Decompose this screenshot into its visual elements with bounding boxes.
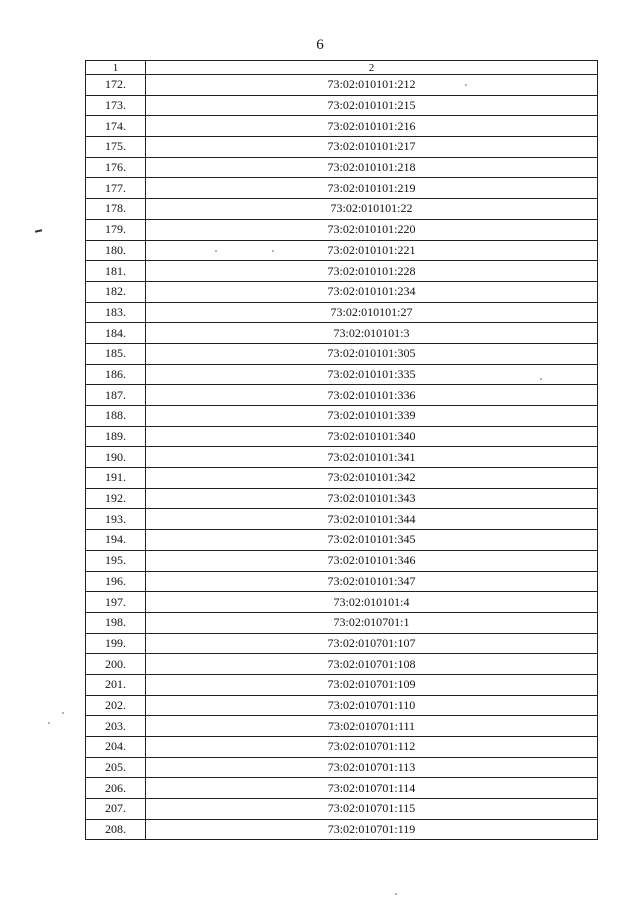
table-row [86, 385, 598, 406]
row-number-cell: 179. [86, 219, 146, 240]
table-row [86, 157, 598, 178]
table-row [86, 737, 598, 758]
row-number-cell: 193. [86, 509, 146, 530]
table-row [86, 509, 598, 530]
row-number-cell: 174. [86, 116, 146, 137]
cadastral-number-cell: 73:02:010701:119 [146, 819, 598, 840]
cadastral-number-cell: 73:02:010101:335 [146, 364, 598, 385]
cadastral-number-cell: 73:02:010701:110 [146, 695, 598, 716]
cadastral-number-cell: 73:02:010101:215 [146, 95, 598, 116]
table-row [86, 612, 598, 633]
table-row [86, 819, 598, 840]
cadastral-number-cell: 73:02:010101:345 [146, 530, 598, 551]
row-number-cell: 201. [86, 674, 146, 695]
table-row [86, 261, 598, 282]
row-number-cell: 173. [86, 95, 146, 116]
row-number-cell: 200. [86, 654, 146, 675]
table-row [86, 219, 598, 240]
row-number-cell: 178. [86, 199, 146, 220]
table-row [86, 447, 598, 468]
table-row [86, 343, 598, 364]
row-number-cell: 192. [86, 488, 146, 509]
row-number-cell: 183. [86, 302, 146, 323]
cadastral-number-cell: 73:02:010701:108 [146, 654, 598, 675]
scan-speck [48, 722, 50, 724]
table-row [86, 75, 598, 96]
row-number-cell: 180. [86, 240, 146, 261]
cadastral-number-cell: 73:02:010101:336 [146, 385, 598, 406]
cadastral-number-cell: 73:02:010101:347 [146, 571, 598, 592]
row-number-cell: 189. [86, 426, 146, 447]
table-row [86, 137, 598, 158]
cadastral-number-cell: 73:02:010101:218 [146, 157, 598, 178]
table-row [86, 778, 598, 799]
table-row [86, 178, 598, 199]
cadastral-number-cell: 73:02:010101:343 [146, 488, 598, 509]
table-row [86, 364, 598, 385]
row-number-cell: 187. [86, 385, 146, 406]
page-number: 6 [316, 37, 324, 53]
cadastral-number-cell: 73:02:010701:113 [146, 757, 598, 778]
cadastral-number-cell: 73:02:010101:4 [146, 592, 598, 613]
cadastral-number-cell: 73:02:010701:107 [146, 633, 598, 654]
cadastral-number-cell: 73:02:010101:339 [146, 406, 598, 427]
column-header-1: 1 [86, 61, 146, 75]
cadastral-number-cell: 73:02:010101:219 [146, 178, 598, 199]
row-number-cell: 206. [86, 778, 146, 799]
scan-speck [395, 893, 397, 895]
cadastral-number-cell: 73:02:010101:220 [146, 219, 598, 240]
table-row [86, 468, 598, 489]
table-row [86, 592, 598, 613]
row-number-cell: 186. [86, 364, 146, 385]
row-number-cell: 204. [86, 737, 146, 758]
table-row [86, 406, 598, 427]
row-number-cell: 188. [86, 406, 146, 427]
table-row [86, 302, 598, 323]
table-row [86, 240, 598, 261]
row-number-cell: 202. [86, 695, 146, 716]
row-number-cell: 198. [86, 612, 146, 633]
cadastral-number-cell: 73:02:010101:22 [146, 199, 598, 220]
table-row [86, 116, 598, 137]
table-row [86, 323, 598, 344]
row-number-cell: 199. [86, 633, 146, 654]
cadastral-number-cell: 73:02:010101:3 [146, 323, 598, 344]
table-row [86, 674, 598, 695]
table-row [86, 571, 598, 592]
row-number-cell: 181. [86, 261, 146, 282]
cadastral-number-cell: 73:02:010101:228 [146, 261, 598, 282]
table-row [86, 695, 598, 716]
table-row [86, 799, 598, 820]
table-row [86, 633, 598, 654]
table-header-row [86, 61, 598, 75]
row-number-cell: 205. [86, 757, 146, 778]
cadastral-number-cell: 73:02:010101:27 [146, 302, 598, 323]
row-number-cell: 190. [86, 447, 146, 468]
row-number-cell: 207. [86, 799, 146, 820]
table-row [86, 757, 598, 778]
row-number-cell: 185. [86, 343, 146, 364]
row-number-cell: 172. [86, 75, 146, 96]
cadastral-number-cell: 73:02:010701:114 [146, 778, 598, 799]
cadastral-number-cell: 73:02:010701:115 [146, 799, 598, 820]
cadastral-number-cell: 73:02:010101:212 [146, 75, 598, 96]
row-number-cell: 182. [86, 281, 146, 302]
cadastral-number-cell: 73:02:010101:346 [146, 550, 598, 571]
cadastral-number-cell: 73:02:010101:341 [146, 447, 598, 468]
cadastral-number-cell: 73:02:010101:217 [146, 137, 598, 158]
cadastral-number-cell: 73:02:010101:216 [146, 116, 598, 137]
row-number-cell: 208. [86, 819, 146, 840]
scan-speck [62, 712, 64, 714]
row-number-cell: 196. [86, 571, 146, 592]
row-number-cell: 197. [86, 592, 146, 613]
column-header-2: 2 [146, 61, 598, 75]
cadastral-number-cell: 73:02:010101:234 [146, 281, 598, 302]
cadastral-number-cell: 73:02:010701:111 [146, 716, 598, 737]
cadastral-number-cell: 73:02:010701:112 [146, 737, 598, 758]
table-row [86, 199, 598, 220]
row-number-cell: 177. [86, 178, 146, 199]
table-row [86, 281, 598, 302]
table-row [86, 488, 598, 509]
row-number-cell: 184. [86, 323, 146, 344]
row-number-cell: 195. [86, 550, 146, 571]
table-row [86, 550, 598, 571]
scan-mark [35, 229, 42, 232]
cadastral-number-cell: 73:02:010101:340 [146, 426, 598, 447]
cadastral-table [85, 60, 598, 840]
cadastral-number-cell: 73:02:010701:1 [146, 612, 598, 633]
cadastral-number-cell: 73:02:010101:305 [146, 343, 598, 364]
row-number-cell: 203. [86, 716, 146, 737]
row-number-cell: 194. [86, 530, 146, 551]
row-number-cell: 191. [86, 468, 146, 489]
table-row [86, 530, 598, 551]
cadastral-number-cell: 73:02:010101:221 [146, 240, 598, 261]
cadastral-number-cell: 73:02:010101:344 [146, 509, 598, 530]
row-number-cell: 175. [86, 137, 146, 158]
table-row [86, 654, 598, 675]
table-row [86, 426, 598, 447]
row-number-cell: 176. [86, 157, 146, 178]
cadastral-number-cell: 73:02:010701:109 [146, 674, 598, 695]
table-row [86, 95, 598, 116]
table-row [86, 716, 598, 737]
table-body [86, 75, 598, 840]
cadastral-number-cell: 73:02:010101:342 [146, 468, 598, 489]
